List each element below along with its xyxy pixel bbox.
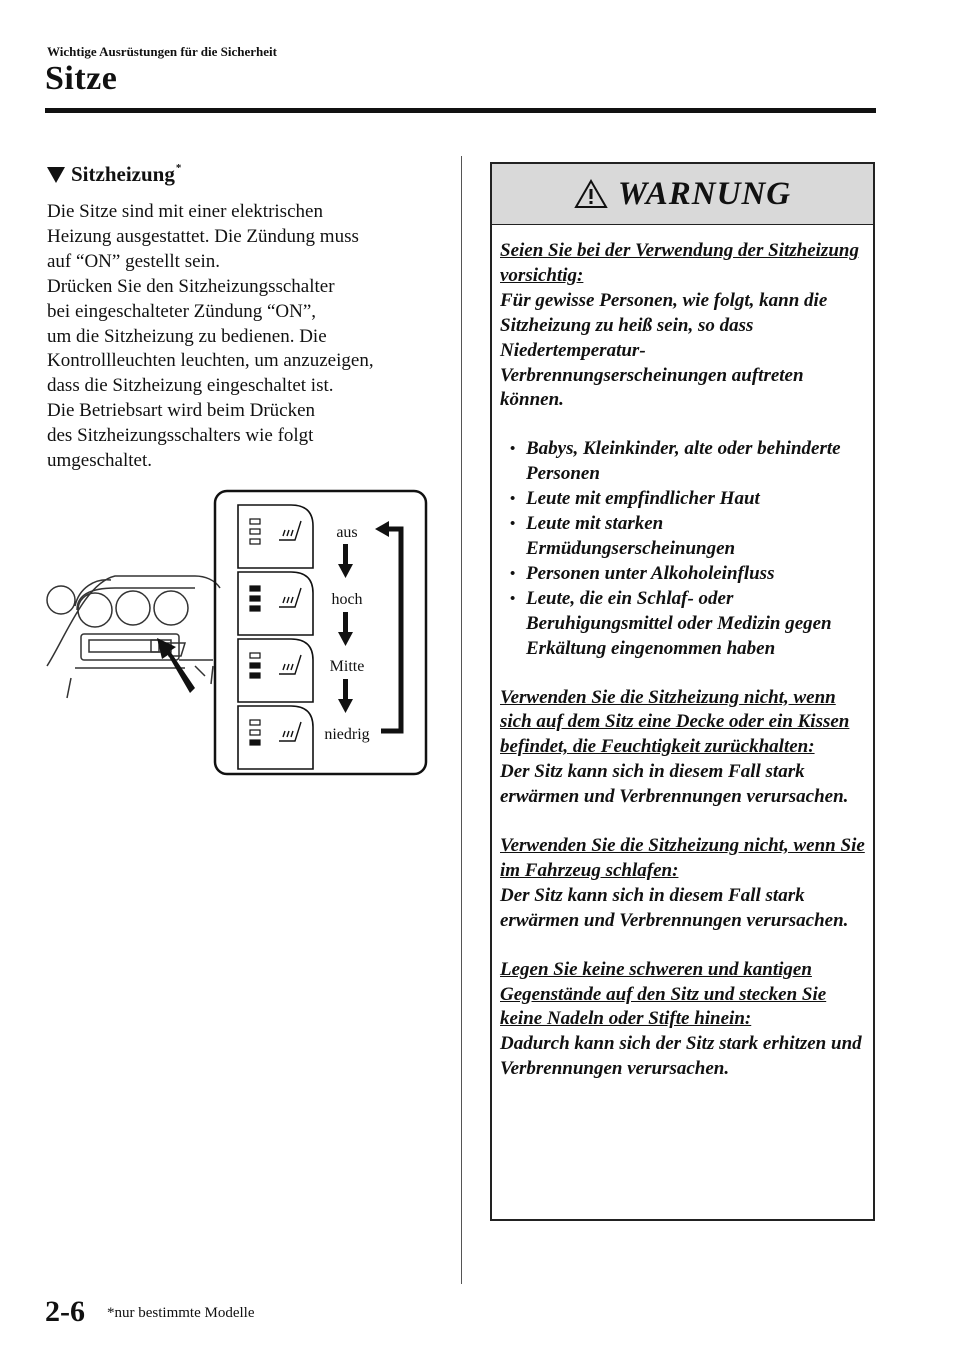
- mode-switch-aus: [238, 505, 313, 568]
- seat-heater-illustration: [45, 488, 430, 778]
- mode-label: Mitte: [329, 658, 365, 675]
- warning-block-heading: Verwenden Sie die Sitzheizung nicht, wenn Sie im Fahrzeug schlafen:: [500, 835, 865, 881]
- warning-block-text: Der Sitz kann sich in diesem Fall stark erwärmen und Verbrennungen verursachen.: [500, 761, 849, 808]
- mode-label: hoch: [331, 591, 363, 608]
- section-heading-text: Sitzheizung: [71, 162, 175, 186]
- page-title: Sitze: [45, 60, 118, 97]
- list-item: • Babys, Kleinkinder, alte oder behinderte Personen: [526, 437, 865, 487]
- section-body-text: Die Sitze sind mit einer elektrischen Heizung ausgestattet. Die Zündung muss auf “ON” gestellt sein. Drücken Sie den Sitzheizungsschalter bei eingeschalteter Zündung “ON”, um die Sitzheizung zu bedienen. Die Kontrollleuchten leuchten, um anzuzeigen, dass die Sitzheizung eingeschaltet ist. Die Betriebsart wird beim Drücken des Sitzheizungsschalters wie folgt umgeschaltet.: [47, 201, 374, 472]
- column-divider: [461, 156, 462, 1284]
- warning-body: [492, 225, 873, 1082]
- warning-block-1: [500, 239, 865, 413]
- down-arrows: [338, 544, 353, 713]
- section-heading: [45, 162, 181, 187]
- warning-block-heading: Legen Sie keine schweren und kantigen Gegenstände auf den Sitz und stecken Sie keine Nadeln oder Stifte hinein:: [500, 958, 827, 1030]
- return-arrow-icon: [375, 521, 401, 731]
- asterisk-mark: *: [175, 162, 182, 174]
- pointer-arrow: [157, 638, 195, 693]
- mode-label: niedrig: [324, 726, 370, 743]
- warning-header: [492, 164, 873, 225]
- warning-block-heading: Verwenden Sie die Sitzheizung nicht, wenn sich auf dem Sitz eine Decke oder ein Kissen befindet, die Feuchtigkeit zurückhalten:: [500, 686, 850, 758]
- warning-box: [490, 162, 875, 1221]
- warning-block-4: [500, 958, 865, 1083]
- mode-label: aus: [336, 524, 358, 541]
- list-item: • Leute mit starken Ermüdungserscheinungen: [526, 512, 865, 562]
- warning-title: WARNUNG: [617, 175, 792, 212]
- warning-block-text: Für gewisse Personen, wie folgt, kann die Sitzheizung zu heiß sein, so dass Niedertemperatur-Verbrennungserscheinungen auftreten können.: [500, 289, 828, 411]
- triangle-bullet-icon: [47, 167, 65, 183]
- list-item: • Leute, die ein Schlaf- oder Beruhigungsmittel oder Medizin gegen Erkältung eingenommen haben: [526, 587, 865, 662]
- seat-heater-diagram: [45, 488, 430, 778]
- header-rule: [45, 108, 876, 113]
- warning-block-text: Dadurch kann sich der Sitz stark erhitzen und Verbrennungen verursachen.: [500, 1033, 862, 1080]
- warning-bullet-list: [500, 437, 865, 661]
- warning-block-3: [500, 834, 865, 934]
- mode-switch-mitte: [238, 639, 313, 702]
- warning-block-heading: Seien Sie bei der Verwendung der Sitzheizung vorsichtig:: [500, 240, 859, 286]
- warning-block-2: [500, 686, 865, 811]
- list-item: • Personen unter Alkoholeinfluss: [526, 562, 865, 587]
- warning-block-text: Der Sitz kann sich in diesem Fall stark erwärmen und Verbrennungen verursachen.: [500, 884, 849, 931]
- page-number: 2-6: [45, 1295, 85, 1328]
- chapter-title: Wichtige Ausrüstungen für die Sicherheit: [47, 44, 277, 59]
- footnote: *nur bestimmte Modelle: [107, 1305, 255, 1321]
- mode-switch-hoch: [238, 572, 313, 635]
- mode-switch-niedrig: [238, 706, 313, 769]
- dashboard-sketch: [47, 576, 220, 698]
- warning-triangle-icon: [574, 179, 608, 209]
- list-item: • Leute mit empfindlicher Haut: [526, 487, 865, 512]
